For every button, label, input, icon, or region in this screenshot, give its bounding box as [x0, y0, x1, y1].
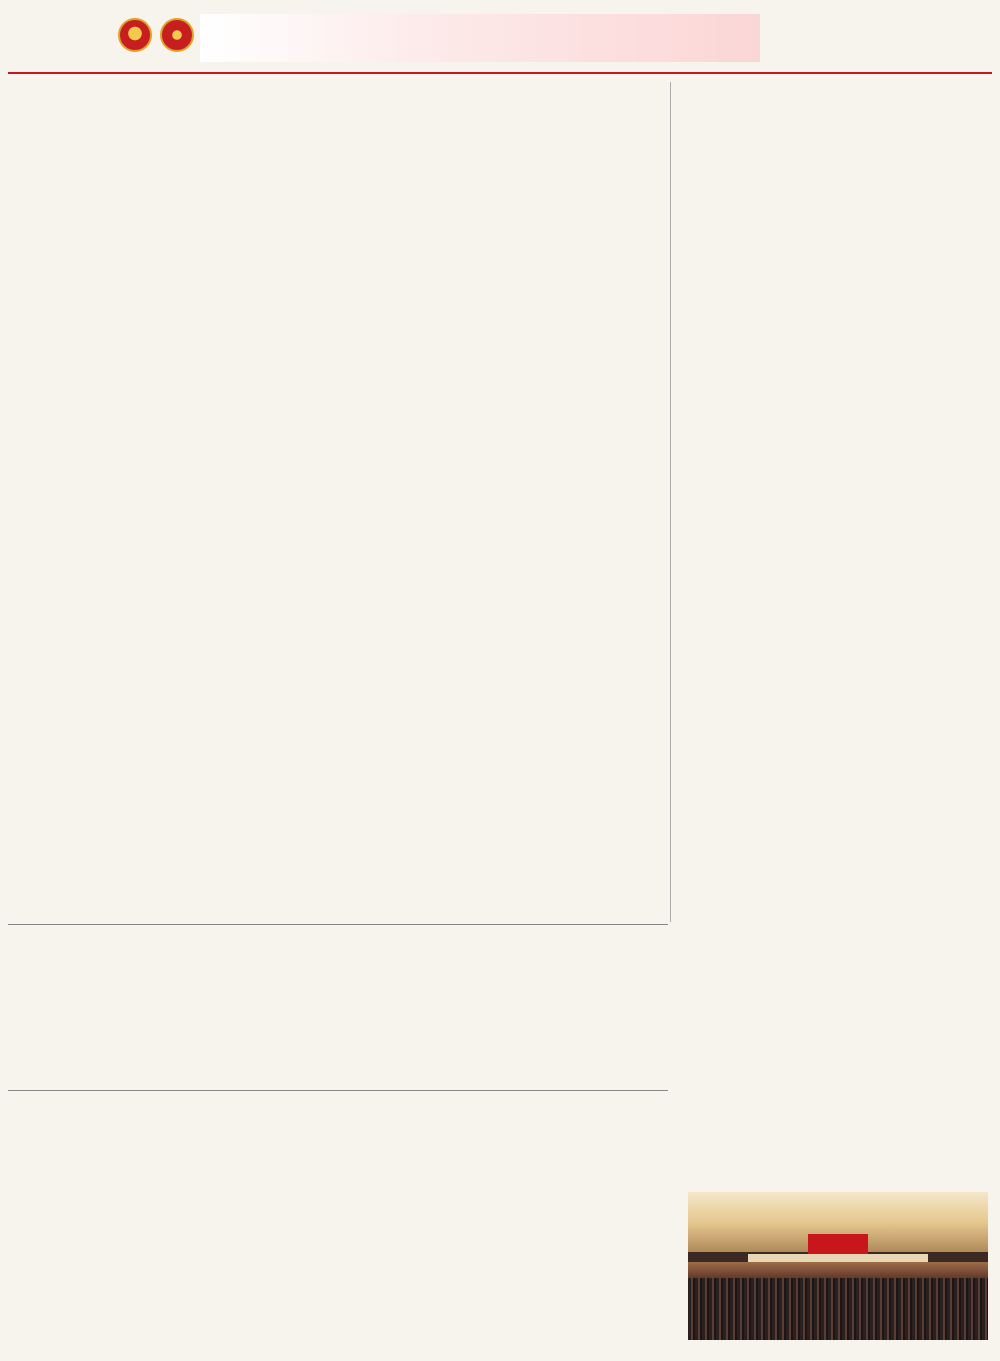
column-divider — [670, 82, 671, 922]
article2-bottom-block — [676, 686, 988, 1186]
masthead-rule — [8, 72, 992, 74]
article3-column-1 — [8, 982, 163, 1082]
article2-top-block — [676, 82, 876, 384]
article1-column-3 — [340, 188, 497, 918]
banner-background — [200, 14, 760, 62]
photo-audience — [688, 1278, 988, 1340]
national-emblem-icon — [118, 18, 152, 52]
article1-column-1 — [8, 188, 165, 918]
article1-column-4 — [506, 188, 663, 918]
article2-middle-block — [676, 390, 866, 680]
section-rule — [8, 924, 668, 925]
cppcc-emblem-icon — [160, 18, 194, 52]
conference-hall-photo — [688, 1192, 988, 1340]
article4-column-4 — [500, 1100, 668, 1356]
article4-column-3 — [336, 1168, 491, 1356]
article3-column-4 — [500, 982, 663, 1082]
masthead — [0, 0, 1000, 75]
article3-column-2 — [172, 982, 327, 1082]
article4-title — [10, 1120, 88, 1156]
article4-column-1 — [8, 1168, 163, 1356]
article4-column-2 — [172, 1168, 327, 1356]
section-rule-2 — [8, 1090, 668, 1091]
article3-column-3 — [336, 982, 491, 1082]
article1-column-2 — [174, 188, 331, 918]
